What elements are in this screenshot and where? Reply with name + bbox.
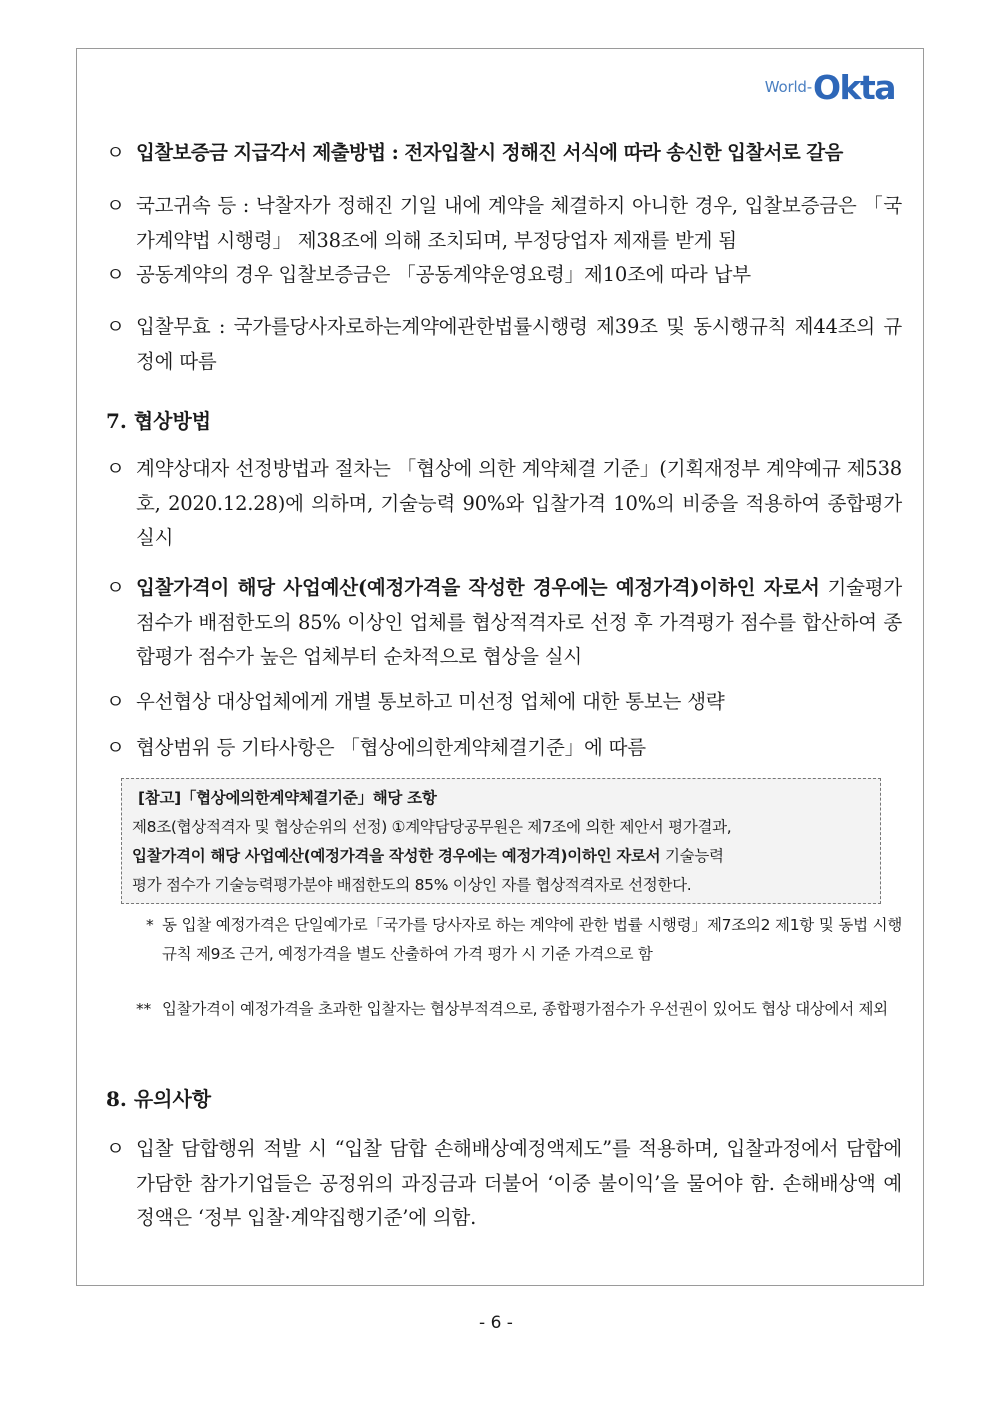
joint-contract-text: 공동계약의 경우 입찰보증금은 「공동계약운영요령」제10조에 따라 납부 <box>136 263 751 286</box>
bid-invalid-text: 입찰무효 : 국가를당사자로하는계약에관한법률시행령 제39조 및 동시행규칙 제44조의 규정에 따름 <box>136 315 902 373</box>
reference-box <box>121 778 881 904</box>
bullet-icon: ㅇ <box>106 576 125 599</box>
bullet-icon: ㅇ <box>106 690 125 713</box>
eligibility-text <box>136 571 902 675</box>
bullet-icon: ㅇ <box>106 263 125 286</box>
bullet-icon: ㅇ <box>106 1137 125 1160</box>
footnote-text: 입찰가격이 예정가격을 초과한 입찰자는 협상부적격으로, 종합평가점수가 우선권이 있어도 협상 대상에서 제외 <box>162 1000 888 1018</box>
bullet-icon: ㅇ <box>106 736 125 759</box>
forfeiture-text: 국고귀속 등 : 낙찰자가 정해진 기일 내에 계약을 체결하지 아니한 경우, 입찰보증금은 「국가계약법 시행령」 제38조에 의해 조치되며, 부정당업자 제재를 받게 됨 <box>136 194 902 252</box>
page-number: - 6 - <box>479 1313 513 1333</box>
list-item <box>106 310 902 379</box>
bullet-icon: ㅇ <box>106 457 125 480</box>
footnote <box>136 995 902 1024</box>
notification-text: 우선협상 대상업체에게 개별 통보하고 미선정 업체에 대한 통보는 생략 <box>136 690 725 713</box>
reference-line-1: 제8조(협상적격자 및 협상순위의 선정) ①계약담당공무원은 제7조에 의한 제안서 평가결과, <box>132 818 732 836</box>
list-item <box>106 136 902 171</box>
logo-okta-text: Okta <box>812 68 895 107</box>
list-item <box>106 189 902 258</box>
footnote-text: 동 입찰 예정가격은 단일예가로「국가를 당사자로 하는 계약에 관한 법률 시행령」제7조의2 제1항 및 동법 시행규칙 제9조 근거, 예정가격을 별도 산출하여 가격 평가 시 기준 가격으로 함 <box>162 916 902 963</box>
eligibility-rest-text: 기술평가점수가 배점한도의 85% 이상인 업체를 협상적격자로 선정 후 가격평가 점수를 합산하여 종합평가 점수가 높은 업체부터 순차적으로 협상을 실시 <box>136 576 903 668</box>
footnote <box>136 911 902 969</box>
reference-line-2-rest: 기술능력 <box>660 847 724 865</box>
list-item <box>106 571 902 675</box>
bullet-icon: ㅇ <box>106 194 125 217</box>
list-item <box>106 258 902 293</box>
section-8-heading: 8. 유의사항 <box>106 1087 212 1111</box>
reference-bold-text: 입찰가격이 해당 사업예산(예정가격을 작성한 경우에는 예정가격)이하인 자로서 <box>132 847 661 865</box>
list-item <box>106 731 902 766</box>
bullet-icon: ㅇ <box>106 141 125 164</box>
bid-bond-submission-text: 입찰보증금 지급각서 제출방법 : 전자입찰시 정해진 서식에 따라 송신한 입찰서로 갈음 <box>136 141 843 164</box>
eligibility-bold-text: 입찰가격이 해당 사업예산(예정가격을 작성한 경우에는 예정가격)이하인 자로서 <box>136 576 820 599</box>
list-item <box>106 1132 902 1236</box>
world-okta-logo <box>764 68 895 107</box>
list-item <box>106 452 902 556</box>
bullet-icon: ㅇ <box>106 315 125 338</box>
logo-world-text: World- <box>764 78 812 96</box>
collusion-notice-text: 입찰 담합행위 적발 시 “입찰 담합 손해배상예정액제도”를 적용하며, 입찰과정에서 담합에 가담한 참가기업들은 공정위의 과징금과 더불어 ‘이중 불이익’을 물어야 함. 손해배상액 예정액은 ‘정부 입찰·계약집행기준’에 의함. <box>136 1137 902 1229</box>
reference-line-2 <box>132 842 870 871</box>
negotiation-scope-text: 협상범위 등 기타사항은 「협상에의한계약체결기준」에 따름 <box>136 736 646 759</box>
reference-line-3: 평가 점수가 기술능력평가분야 배점한도의 85% 이상인 자를 협상적격자로 선정한다. <box>132 876 692 894</box>
list-item <box>106 685 902 720</box>
selection-method-text: 계약상대자 선정방법과 절차는 「협상에 의한 계약체결 기준」(기획재정부 계약예규 제538호, 2020.12.28)에 의하며, 기술능력 90%와 입찰가격 10%의 비중을 적용하여 종합평가 실시 <box>136 457 902 549</box>
footnote-mark: ** <box>136 1000 151 1018</box>
section-7-heading: 7. 협상방법 <box>106 409 212 433</box>
footnote-mark: * <box>146 916 154 934</box>
reference-title: [참고]「협상에의한계약체결기준」해당 조항 <box>138 789 437 807</box>
